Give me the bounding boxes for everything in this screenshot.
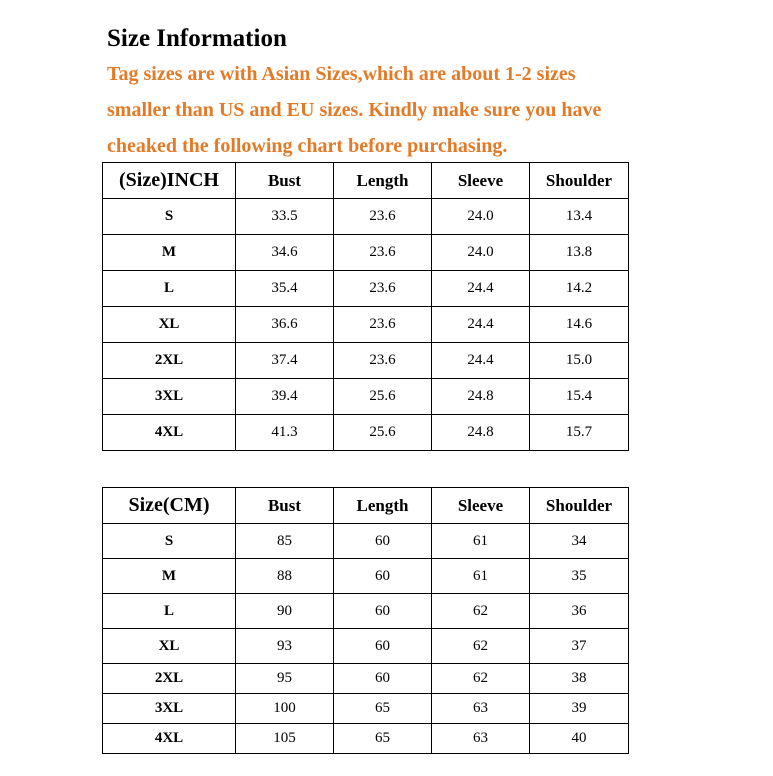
length-value: 60 — [334, 629, 432, 664]
bust-value: 35.4 — [236, 271, 334, 307]
sleeve-value: 62 — [432, 664, 530, 694]
bust-value: 34.6 — [236, 235, 334, 271]
length-value: 25.6 — [334, 379, 432, 415]
sleeve-value: 63 — [432, 694, 530, 724]
size-label: XL — [103, 307, 236, 343]
bust-value: 41.3 — [236, 415, 334, 451]
table-header-row — [103, 163, 629, 199]
shoulder-value: 39 — [530, 694, 629, 724]
page-title: Size Information — [107, 25, 287, 52]
table-header-row — [103, 488, 629, 524]
bust-value: 105 — [236, 724, 334, 754]
sleeve-value: 24.4 — [432, 271, 530, 307]
shoulder-value: 14.2 — [530, 271, 629, 307]
length-value: 65 — [334, 724, 432, 754]
bust-value: 37.4 — [236, 343, 334, 379]
table-row — [103, 199, 629, 235]
column-header-length: Length — [334, 163, 432, 199]
bust-value: 90 — [236, 594, 334, 629]
size-label: 3XL — [103, 379, 236, 415]
size-label: L — [103, 271, 236, 307]
table-row — [103, 271, 629, 307]
column-header-shoulder: Shoulder — [530, 163, 629, 199]
sleeve-value: 24.8 — [432, 379, 530, 415]
length-value: 23.6 — [334, 307, 432, 343]
table-row — [103, 724, 629, 754]
bust-value: 95 — [236, 664, 334, 694]
sleeve-value: 24.4 — [432, 343, 530, 379]
column-header-size: (Size)INCH — [103, 163, 236, 199]
table-row — [103, 415, 629, 451]
size-label: 4XL — [103, 724, 236, 754]
size-label: M — [103, 559, 236, 594]
table-row — [103, 664, 629, 694]
size-note-line-2: smaller than US and EU sizes. Kindly make sure you have — [107, 99, 602, 121]
shoulder-value: 36 — [530, 594, 629, 629]
size-label: S — [103, 199, 236, 235]
length-value: 23.6 — [334, 271, 432, 307]
table-row — [103, 694, 629, 724]
bust-value: 100 — [236, 694, 334, 724]
shoulder-value: 15.7 — [530, 415, 629, 451]
column-header-bust: Bust — [236, 163, 334, 199]
table-row — [103, 594, 629, 629]
table-row — [103, 559, 629, 594]
sleeve-value: 24.8 — [432, 415, 530, 451]
shoulder-value: 34 — [530, 524, 629, 559]
sleeve-value: 63 — [432, 724, 530, 754]
shoulder-value: 13.4 — [530, 199, 629, 235]
length-value: 60 — [334, 594, 432, 629]
sleeve-value: 24.0 — [432, 235, 530, 271]
length-value: 60 — [334, 664, 432, 694]
size-label: L — [103, 594, 236, 629]
column-header-shoulder: Shoulder — [530, 488, 629, 524]
shoulder-value: 15.4 — [530, 379, 629, 415]
sleeve-value: 24.0 — [432, 199, 530, 235]
table-row — [103, 343, 629, 379]
column-header-length: Length — [334, 488, 432, 524]
shoulder-value: 40 — [530, 724, 629, 754]
bust-value: 33.5 — [236, 199, 334, 235]
column-header-size: Size(CM) — [103, 488, 236, 524]
sleeve-value: 24.4 — [432, 307, 530, 343]
length-value: 25.6 — [334, 415, 432, 451]
shoulder-value: 38 — [530, 664, 629, 694]
shoulder-value: 35 — [530, 559, 629, 594]
table-row — [103, 379, 629, 415]
table-row — [103, 307, 629, 343]
size-label: M — [103, 235, 236, 271]
length-value: 60 — [334, 524, 432, 559]
size-label: 2XL — [103, 343, 236, 379]
sleeve-value: 61 — [432, 559, 530, 594]
length-value: 23.6 — [334, 343, 432, 379]
size-label: S — [103, 524, 236, 559]
length-value: 23.6 — [334, 199, 432, 235]
length-value: 65 — [334, 694, 432, 724]
shoulder-value: 37 — [530, 629, 629, 664]
size-note-line-1: Tag sizes are with Asian Sizes,which are about 1-2 sizes — [107, 63, 576, 85]
size-label: 4XL — [103, 415, 236, 451]
length-value: 60 — [334, 559, 432, 594]
bust-value: 85 — [236, 524, 334, 559]
sleeve-value: 62 — [432, 594, 530, 629]
bust-value: 88 — [236, 559, 334, 594]
shoulder-value: 14.6 — [530, 307, 629, 343]
sleeve-value: 62 — [432, 629, 530, 664]
size-label: 3XL — [103, 694, 236, 724]
table-row — [103, 629, 629, 664]
bust-value: 93 — [236, 629, 334, 664]
cm-size-table — [102, 487, 629, 754]
table-row — [103, 524, 629, 559]
column-header-bust: Bust — [236, 488, 334, 524]
size-label: XL — [103, 629, 236, 664]
size-label: 2XL — [103, 664, 236, 694]
shoulder-value: 15.0 — [530, 343, 629, 379]
size-note-line-3: cheaked the following chart before purchasing. — [107, 135, 508, 157]
length-value: 23.6 — [334, 235, 432, 271]
column-header-sleeve: Sleeve — [432, 163, 530, 199]
bust-value: 36.6 — [236, 307, 334, 343]
inch-size-table — [102, 162, 629, 451]
table-row — [103, 235, 629, 271]
shoulder-value: 13.8 — [530, 235, 629, 271]
bust-value: 39.4 — [236, 379, 334, 415]
sleeve-value: 61 — [432, 524, 530, 559]
column-header-sleeve: Sleeve — [432, 488, 530, 524]
